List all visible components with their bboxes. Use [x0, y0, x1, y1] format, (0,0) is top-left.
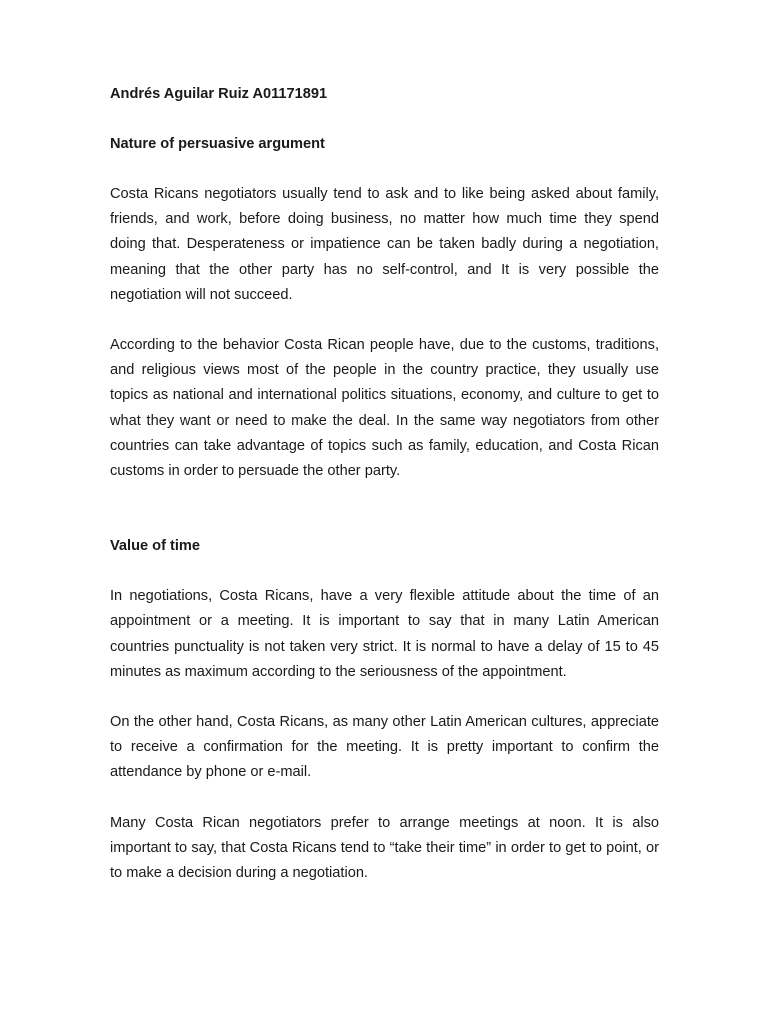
paragraph: Costa Ricans negotiators usually tend to ask and to like being asked about family, friends, and work, before doing business, no matter how much time they spend doing that. Desperateness or impatience can be taken badly during a negotiation, meaning that the other party has no self-control, and It is very possible the negotiation will not succeed. [110, 186, 659, 303]
section-title-persuasive-argument: Nature of persuasive argument [110, 136, 325, 152]
section-title-value-of-time: Value of time [110, 538, 201, 555]
paragraph: According to the behavior Costa Rican people have, due to the customs, traditions, and religious views most of the people in the country practice, they usually use topics as national and international politics situations, economy, and culture to get to what they want or need to make the deal. In the same way negotiators from other countries can take advantage of topics such as family, education, and Costa Rican customs in order to persuade the other party. [110, 337, 659, 480]
paragraph: In negotiations, Costa Ricans, have a very flexible attitude about the time of an appointment or a meeting. It is important to say that in many Latin American countries punctuality is not taken very strict. It is normal to have a delay of 15 to 45 minutes as maximum according to the seriousness of the appointment. [110, 588, 659, 680]
spacer [110, 685, 659, 710]
spacer [110, 308, 659, 333]
document-page [110, 82, 659, 886]
spacer [110, 786, 659, 811]
spacer [110, 107, 659, 132]
paragraph: On the other hand, Costa Ricans, as many other Latin American cultures, appreciate to receive a confirmation for the meeting. It is pretty important to confirm the attendance by phone or e-mail. [110, 714, 659, 781]
spacer [110, 484, 659, 534]
spacer [110, 157, 659, 182]
spacer [110, 559, 659, 584]
author-line: Andrés Aguilar Ruiz A01171891 [110, 86, 328, 102]
paragraph: Many Costa Rican negotiators prefer to arrange meetings at noon. It is also important to say, that Costa Ricans tend to “take their time” in order to get to point, or to make a decision during a negotiation. [110, 814, 659, 882]
